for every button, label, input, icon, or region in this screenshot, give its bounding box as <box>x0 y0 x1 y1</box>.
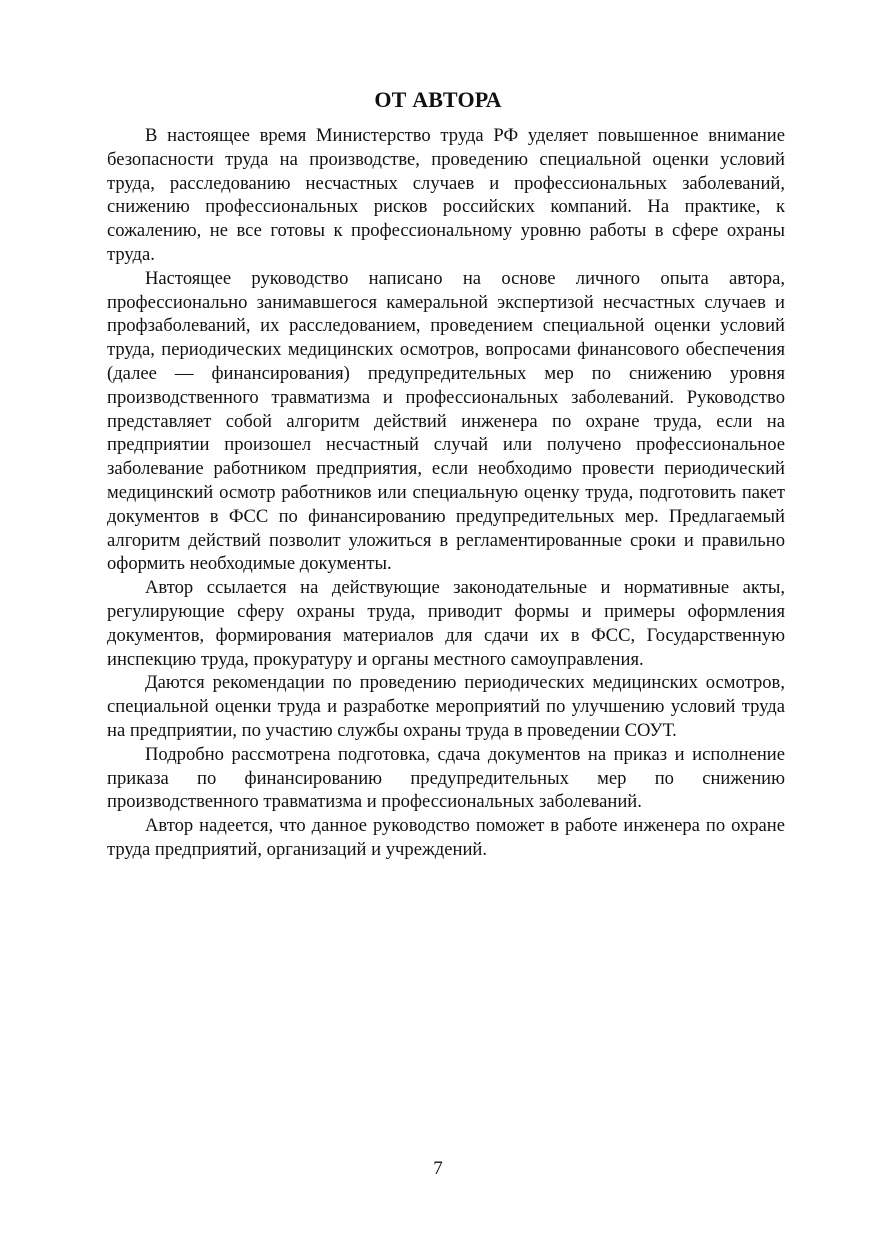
page-number: 7 <box>433 1158 443 1179</box>
paragraph-4: Даются рекомендации по проведению периодических медицинских осмотров, специальной оценки труда и разработке мероприятий по улучшению условий труда на предприятии, по участию службы охраны труда в проведении СОУТ. <box>107 672 785 741</box>
paragraph-6: Автор надеется, что данное руководство поможет в работе инженера по охране труда предприятий, организаций и учреждений. <box>107 815 785 860</box>
body-text <box>107 124 785 862</box>
paragraph-1: В настоящее время Министерство труда РФ уделяет повышенное внимание безопасности труда на производстве, проведению специальной оценки условий труда, расследованию несчастных случаев и профессиональных заболеваний, снижению профессиональных рисков российских компаний. На практике, к сожалению, не все готовы к профессиональному уровню работы в сфере охраны труда. <box>107 125 785 265</box>
page-title: ОТ АВТОРА <box>374 87 502 112</box>
paragraph-5: Подробно рассмотрена подготовка, сдача документов на приказ и исполнение приказа по финансированию предупредительных мер по снижению производственного травматизма и профессиональных заболеваний. <box>107 743 785 813</box>
paragraph-2: Настоящее руководство написано на основе личного опыта автора, профессионально занимавшегося камеральной экспертизой несчастных случаев и профзаболеваний, их расследованием, проведением специальной оценки условий труда, периодических медицинских осмотров, вопросами финансового обеспечения (далее — финансирования) предупредительных мер по снижению уровня производственного травматизма и профессиональных заболеваний. Руководство представляет собой алгоритм действий инженера по охране труда, если на предприятии произошел несчастный случай или получено профессиональное заболевание работником предприятия, если необходимо провести периодический медицинский осмотр работников или специальную оценку труда, подготовить пакет документов в ФСС по финансированию предупредительных мер. Предлагаемый алгоритм действий позволит уложиться в регламентированные сроки и правильно оформить необходимые документы. <box>107 267 785 575</box>
paragraph-3: Автор ссылается на действующие законодательные и нормативные акты, регулирующие сферу охраны труда, приводит формы и примеры оформления документов, формирования материалов для сдачи их в ФСС, Государственную инспекцию труда, прокуратуру и органы местного самоуправления. <box>107 577 785 670</box>
